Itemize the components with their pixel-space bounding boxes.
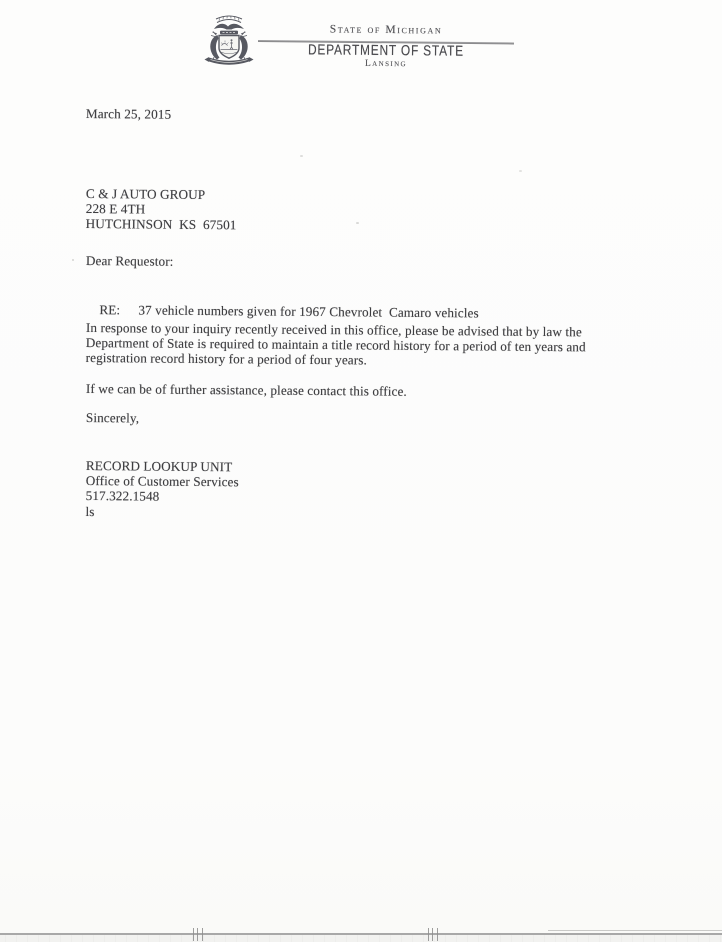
recipient-city-state-zip: HUTCHINSON KS 67501 [85,216,237,233]
paragraph-line: registration record history for a period of four years. [85,350,367,368]
signature-block [85,458,239,520]
letterhead-state-line: State of Michigan [329,23,443,37]
recipient-street: 228 E 4TH [85,201,146,217]
scan-tick-mark [202,928,203,941]
re-label: RE: [99,302,121,318]
scan-edge-strip [0,935,722,942]
paragraph-line: Department of State is required to maintain a title record history for a period of ten years and [85,335,586,355]
scan-speck [356,222,359,224]
scan-tick-mark [193,928,194,941]
signature-initials: ls [85,503,95,519]
scan-tick-mark [437,928,438,941]
paragraph-line: In response to your inquiry recently received in this office, please be advised that by law the [85,320,582,340]
letter-date: March 25, 2015 [85,106,172,122]
signature-unit: RECORD LOOKUP UNIT [85,458,233,475]
scan-speck [519,170,522,172]
re-subject: 37 vehicle numbers given for 1967 Chevrolet Camaro vehicles [138,302,479,321]
scan-speck [300,155,303,157]
scan-tick-mark [428,928,429,941]
recipient-address-block [86,186,237,233]
salutation: Dear Requestor: [85,253,174,269]
letterhead-city-line: Lansing [364,58,408,69]
scan-speck [72,259,74,261]
signature-phone: 517.322.1548 [85,488,160,505]
signature-office: Office of Customer Services [85,473,239,490]
closing: Sincerely, [85,410,140,426]
letterhead-department-line: DEPARTMENT OF STATE [307,42,464,60]
body-paragraph-2: If we can be of further assistance, please contact this office. [85,381,407,399]
scan-tick-mark [197,928,198,941]
scan-tick-mark [432,928,433,941]
body-paragraph-1 [86,320,586,370]
scan-edge-faint-line [548,930,722,931]
recipient-name: C & J AUTO GROUP [85,186,206,203]
